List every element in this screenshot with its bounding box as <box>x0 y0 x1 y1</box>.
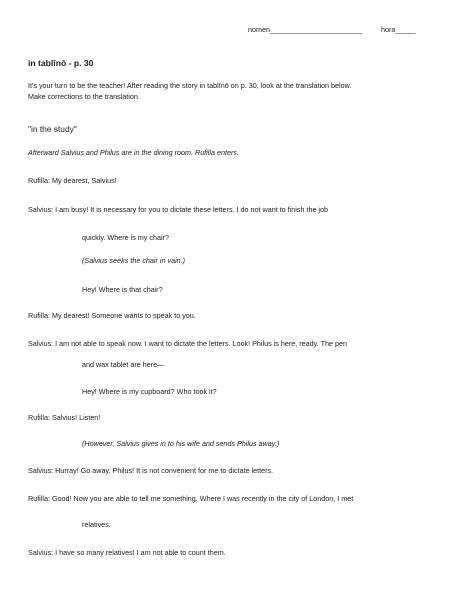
dialogue-line: Rufilla: My dearest! Someone wants to speak to you. <box>28 311 196 320</box>
dialogue-line: Salvius: I am busy! It is necessary for you to dictate these letters. I do not want to finish the job <box>28 205 329 214</box>
dialogue-line: Salvius: Hurray! Go away, Philus! It is not convenient for me to dictate letters. <box>28 466 274 475</box>
instructions-line-1: It's your turn to be the teacher! After reading the story in tablīnō on p. 30, look at the translation below. <box>28 81 352 90</box>
dialogue-line: Salvius: I have so many relatives! I am not able to count them. <box>28 548 226 557</box>
dialogue-continuation: relatives. <box>82 520 111 529</box>
dialogue-line: Salvius: I am not able to speak now. I want to dictate the letters. Look! Philus is here, ready. The pen <box>28 339 347 348</box>
instructions-line-2: Make corrections to the translation. <box>28 92 140 101</box>
dialogue-continuation: Hey! Where is my cupboard? Who took it? <box>82 387 217 396</box>
stage-direction: (Salvius seeks the chair in vain.) <box>82 256 186 265</box>
dialogue-line: Rufilla: Salvius! Listen! <box>28 413 101 422</box>
dialogue-continuation: Hey! Where is that chair? <box>82 285 163 294</box>
hora-field: hora_____ <box>381 25 416 34</box>
stage-direction: Afterward Salvius and Philus are in the dining room. Rufilla enters. <box>28 148 239 157</box>
dialogue-continuation: and wax tablet are here— <box>82 360 165 369</box>
page-title: in tablīnō - p. 30 <box>28 58 94 68</box>
story-subtitle: "in the study" <box>28 124 77 134</box>
dialogue-line: Rufilla: Good! Now you are able to tell me something. Where I was recently in the city of London, I met <box>28 494 354 503</box>
dialogue-line: Rufilla: My dearest, Salvius! <box>28 176 117 185</box>
nomen-field: nomen_______________________ <box>248 25 362 34</box>
dialogue-continuation: quickly. Where is my chair? <box>82 233 169 242</box>
stage-direction: (However, Salvius gives in to his wife and sends Philus away.) <box>82 439 280 448</box>
